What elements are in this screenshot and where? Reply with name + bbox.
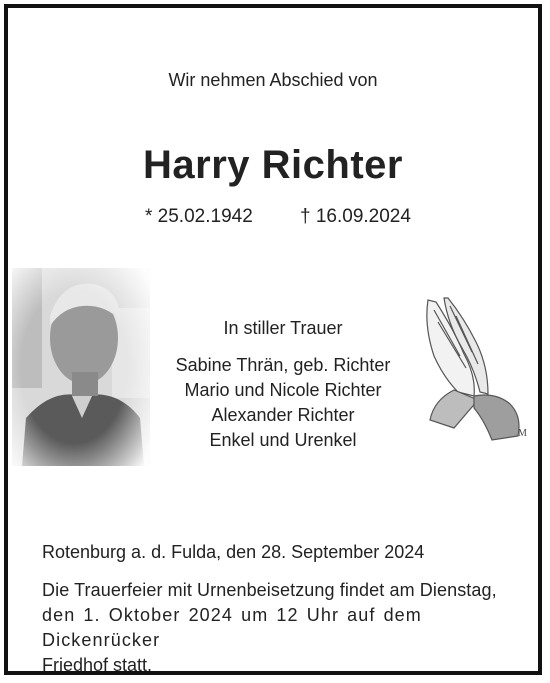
mourning-heading: In stiller Trauer [223,318,343,338]
mourners-block [148,318,418,453]
mourner-name: Enkel und Urenkel [209,430,357,450]
mourner-name: Sabine Thrän, geb. Richter [175,355,391,375]
deceased-name: Harry Richter [143,143,403,187]
mourner-name: Mario und Nicole Richter [184,380,382,400]
funeral-notice [42,578,522,678]
notice-line: Friedhof statt. [42,655,153,675]
place-and-date: Rotenburg a. d. Fulda, den 28. September 2024 [42,542,425,562]
birth-date: * 25.02.1942 [145,206,253,227]
intro-text: Wir nehmen Abschied von [168,70,378,90]
notice-line: Die Trauerfeier mit Urnenbeisetzung findet am Dienstag, [42,580,497,600]
praying-hands-icon [414,296,532,446]
mourner-name: Alexander Richter [211,405,355,425]
death-date: † 16.09.2024 [300,206,411,227]
svg-text:M: M [518,428,527,439]
notice-line: den 1. Oktober 2024 um 12 Uhr auf dem Dickenrücker [42,605,422,650]
obituary-frame [4,4,542,675]
portrait-photo [12,268,150,466]
